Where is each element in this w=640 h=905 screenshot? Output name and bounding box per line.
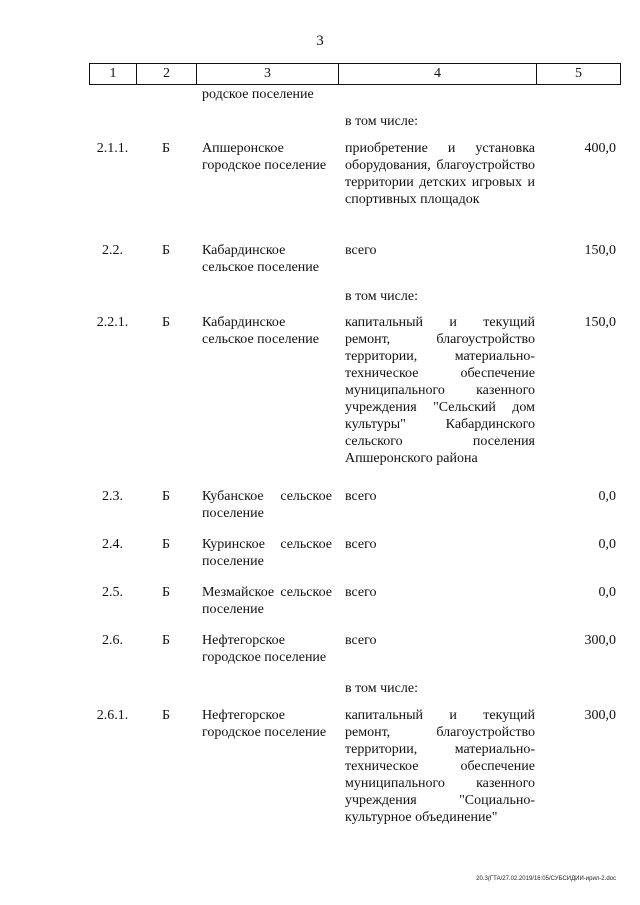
- row-description: всего: [345, 633, 377, 648]
- row-amount: 150,0: [584, 315, 616, 330]
- row-letter: Б: [161, 633, 171, 648]
- page-number: 3: [316, 33, 324, 49]
- row-amount: 300,0: [584, 708, 616, 723]
- row-description: всего: [345, 489, 377, 504]
- row-letter: Б: [161, 141, 171, 156]
- row-letter: Б: [161, 537, 171, 552]
- row-amount: 150,0: [584, 243, 616, 258]
- row-number: 2.2.1.: [96, 315, 129, 330]
- header-col-1: 1: [90, 64, 137, 84]
- settlement-name: Кубанское сельское поселение: [202, 489, 332, 521]
- row-amount: 400,0: [584, 141, 616, 156]
- settlement-name: Апшеронское городское поселение: [202, 141, 327, 173]
- footer-file-path: 20.3(ГТА/27.02.2019/16:05/СУБСИДИИ-ирил-2.doc: [476, 876, 616, 882]
- row-amount: 0,0: [598, 537, 616, 552]
- row-description: в том числе:: [345, 114, 418, 129]
- row-number: 2.6.1.: [96, 708, 129, 723]
- settlement-name: Нефтегорское городское поселение: [202, 633, 327, 665]
- settlement-name: родское поселение: [202, 87, 314, 102]
- header-col-4: 4: [339, 64, 537, 84]
- settlement-name: Кабардинское сельское поселение: [202, 315, 319, 347]
- header-col-3: 3: [197, 64, 339, 84]
- row-description: капитальный и текущий ремонт, благоустройство территории, материально-техническое обеспечение муниципального казенного учреждения "Сельский дом культуры" Кабардинского сельского поселения Апшеронского района: [345, 315, 535, 466]
- row-number: 2.6.: [102, 633, 123, 648]
- row-amount: 0,0: [598, 585, 616, 600]
- row-amount: 0,0: [598, 489, 616, 504]
- settlement-name: Кабардинское сельское поселение: [202, 243, 319, 275]
- row-number: 2.3.: [102, 489, 123, 504]
- header-col-5: 5: [575, 66, 582, 81]
- row-number: 2.1.1.: [96, 141, 129, 156]
- row-letter: Б: [161, 243, 171, 258]
- row-letter: Б: [161, 585, 171, 600]
- row-description: всего: [345, 585, 377, 600]
- row-number: 2.4.: [102, 537, 123, 552]
- row-description: приобретение и установка оборудования, благоустройство территории детских игровых и спортивных площадок: [345, 141, 535, 207]
- settlement-name: Куринское сельское поселение: [202, 537, 332, 569]
- settlement-name: Нефтегорское городское поселение: [202, 708, 327, 740]
- row-description: в том числе:: [345, 289, 418, 304]
- row-number: 2.5.: [102, 585, 123, 600]
- row-letter: Б: [161, 708, 171, 723]
- row-number: 2.2.: [102, 243, 123, 258]
- row-amount: 300,0: [584, 633, 616, 648]
- row-description: всего: [345, 537, 377, 552]
- settlement-name: Мезмайское сельское поселение: [202, 585, 332, 617]
- row-letter: Б: [161, 315, 171, 330]
- row-description: всего: [345, 243, 377, 258]
- row-letter: Б: [161, 489, 171, 504]
- table-header-row: [89, 63, 621, 85]
- row-description: в том числе:: [345, 681, 418, 696]
- row-description: капитальный и текущий ремонт, благоустройство территории, материально-техническое обеспечение муниципального казенного учреждения "Социально-культурное объединение": [345, 708, 535, 825]
- header-col-2: 2: [137, 64, 197, 84]
